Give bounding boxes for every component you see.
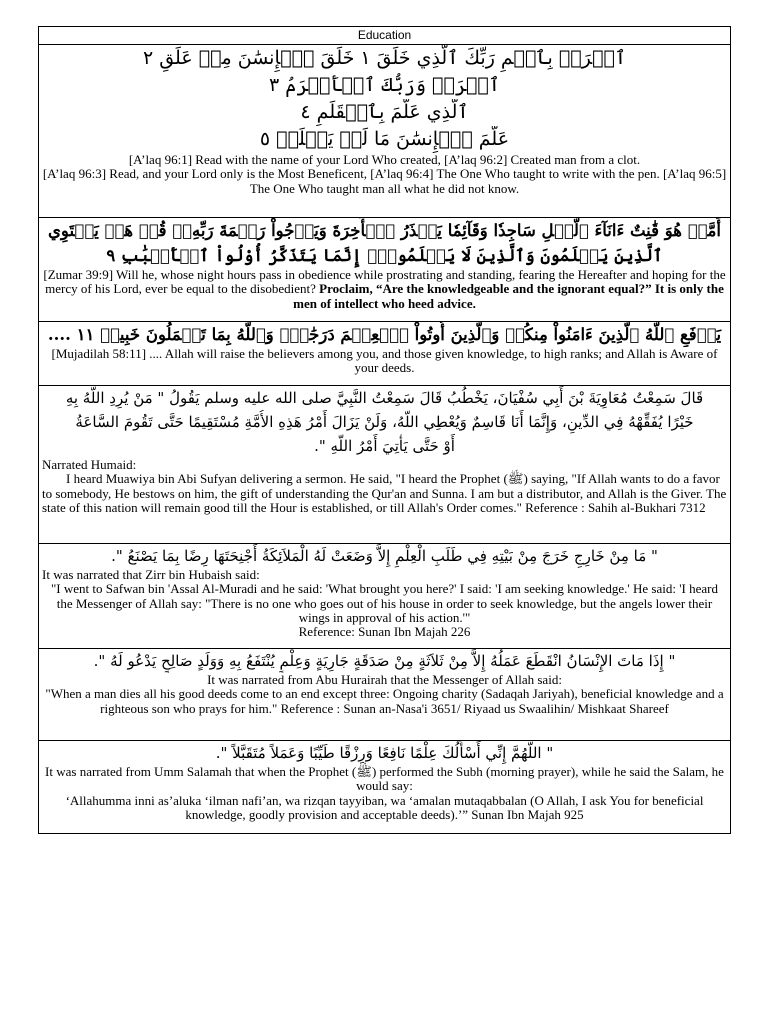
dua-text: ‘Allahumma inni as’aluka ‘ilman nafi’an, wa rizqan tayyiban, wa ‘amalan mutaqabbalan (O Allah, I ask You for beneficial knowledge, goodly provision and acceptable deeds).’” Sunan Ibn Majah 925 — [65, 792, 704, 822]
hadith-text: I heard Muawiya bin Abi Sufyan delivering a sermon. He said, "I heard the Prophet (ﷺ) saying, "If Allah wants to do a favor to somebody, He bestows on him, the gift of understanding the Qur'an and Sunna. I am but a distributor, and Allah is the Giver. The state of this nation will remain good till the Hour is established, or till Allah's Order comes." Reference : Sahih al-Bukhari 7312 — [42, 471, 727, 515]
hadith-text: "I went to Safwan bin 'Assal Al-Muradi and he said: 'What brought you here?' I said: 'I am seeking knowledge.' He said: 'I heard the Messenger of Allah say: "There is no one who goes out of his house in order to seek knowledge, but the angels lower their wings in approval of his action.'" — [50, 581, 719, 625]
translation-text — [42, 268, 727, 311]
page-title: Education — [39, 27, 730, 45]
arabic-line: ٱلَّذِينَ يَعۡلَمُونَ وَٱلَّذِينَ لَا يَعۡلَمُونَۗ إِنَّمَا يَتَذَكَّرُ أُوْلُواْ ٱلۡأَلۡبَٰبِ ٩ — [106, 246, 663, 265]
arabic-line: يَرۡفَعِ ٱللَّهُ ٱلَّذِينَ ءَامَنُواْ مِنكُمۡ وَٱلَّذِينَ أُوتُواْ ٱلۡعِلۡمَ دَرَجَٰتٖۚ وَٱللَّهُ بِمَا تَعۡمَلُونَ خَبِيرٞ ١١ .... — [47, 325, 722, 344]
arabic-line: خَيْرًا يُفَقِّهْهُ فِي الدِّينِ، وَإِنَّمَا أَنَا قَاسِمٌ وَيُعْطِي اللَّهُ، وَلَنْ يَزَالَ أَمْرُ هَذِهِ الأُمَّةِ مُسْتَقِيمًا حَتَّى تَقُومَ السَّاعَةُ — [75, 413, 694, 431]
arabic-line: عَلَّمَ ٱلۡإِنسَٰنَ مَا لَمۡ يَعۡلَمۡ ٥ — [259, 128, 510, 150]
narrator-text: It was narrated that Zirr bin Hubaish said: — [42, 567, 260, 582]
section-alaq — [39, 45, 730, 218]
translation-bold: Proclaim, “Are the knowledgeable and the ignorant equal?” It is only the men of intellect who heed advice. — [293, 281, 724, 311]
section-mujadilah — [39, 322, 730, 386]
narrator-text: Narrated Humaid: — [42, 457, 137, 472]
reference-text: Reference: Sunan Ibn Majah 226 — [298, 624, 471, 640]
translation-text: [A’laq 96:1] Read with the name of your Lord Who created, [A’laq 96:2] Created man from a clot. — [128, 152, 641, 167]
arabic-line: ٱقۡرَأۡ بِٱسۡمِ رَبِّكَ ٱلَّذِي خَلَقَ ١ خَلَقَ ٱلۡإِنسَٰنَ مِنۡ عَلَقٍ ٢ — [142, 47, 627, 69]
section-hadith-abu-hurairah — [39, 649, 730, 741]
hadith-text: "When a man dies all his good deeds come to an end except three: Ongoing charity (Sadaqah Jariyah), beneficial knowledge and a righteous son who prays for him." Reference : Sunan an-Nasa'i 3651/ Riyaad us Swaalihin/ Mishkaat Shareef — [45, 686, 724, 716]
arabic-line: أَوْ حَتَّى يَأْتِيَ أَمْرُ اللَّهِ ". — [314, 437, 455, 455]
section-hadith-ibn-majah — [39, 544, 730, 649]
narrator-text: It was narrated from Abu Hurairah that the Messenger of Allah said: — [207, 672, 562, 687]
translation-plain: [Zumar 39:9] Will he, whose night hours pass in obedience while prostrating and standing, fearing the Hereafter and hoping for the mercy of his Lord, ever be equal to the disobedient? — [43, 267, 726, 297]
arabic-line: " إِذَا مَاتَ الإِنْسَانُ انْقَطَعَ عَمَلُهُ إِلاَّ مِنْ ثَلاَثَةٍ مِنْ صَدَقَةٍ جَارِيَةٍ وَعِلْمٍ يُنْتَفَعُ بِهِ وَوَلَدٍ صَالِحٍ يَدْعُو لَهُ ". — [93, 652, 676, 670]
narrator-text: It was narrated from Umm Salamah that when the Prophet (ﷺ) performed the Subh (morning prayer), while he said the Salam, he would say: — [45, 764, 724, 794]
document-table — [38, 26, 731, 834]
arabic-line: " اللَّهُمَّ إِنِّي أَسْأَلُكَ عِلْمًا نَافِعًا وَرِزْقًا طَيِّبًا وَعَمَلاً مُتَقَبَّلاً ". — [215, 744, 554, 762]
translation-text: [Mujadilah 58:11] .... Allah will raise the believers among you, and those given knowledge, to high ranks; and Allah is Aware of your deeds. — [51, 346, 718, 376]
arabic-line: قَالَ سَمِعْتُ مُعَاوِيَةَ بْنَ أَبِي سُفْيَانَ، يَخْطُبُ قَالَ سَمِعْتُ النَّبِيَّ صلى الله عليه وسلم يَقُولُ " مَنْ يُرِدِ اللَّهُ بِهِ — [65, 389, 704, 407]
section-hadith-umm-salamah — [39, 741, 730, 833]
arabic-line: " مَا مِنْ خَارِجٍ خَرَجَ مِنْ بَيْتِهِ فِي طَلَبِ الْعِلْمِ إِلاَّ وَضَعَتْ لَهُ الْمَلاَئِكَةُ أَجْنِحَتَهَا رِضًا بِمَا يَصْنَعُ ". — [111, 547, 658, 565]
arabic-line: ٱقۡرَأۡ وَرَبُّكَ ٱلۡأَكۡرَمُ ٣ — [269, 74, 500, 96]
arabic-line: أَمَّنۡ هُوَ قَٰنِتٌ ءَانَآءَ ٱلَّيۡلِ سَاجِدٗا وَقَآئِمٗا يَحۡذَرُ ٱلۡأٓخِرَةَ وَيَرۡجُواْ رَحۡمَةَ رَبِّهِۦۗ قُلۡ هَلۡ يَسۡتَوِي — [48, 221, 721, 240]
section-hadith-bukhari — [39, 386, 730, 544]
translation-text: [A’laq 96:3] Read, and your Lord only is the Most Beneficent, [A’laq 96:4] The One Who taught to write with the pen. [A’laq 96:5] The One Who taught man all what he did not know. — [42, 166, 727, 196]
arabic-line: ٱلَّذِي عَلَّمَ بِٱلۡقَلَمِ ٤ — [300, 101, 469, 123]
section-zumar — [39, 218, 730, 322]
